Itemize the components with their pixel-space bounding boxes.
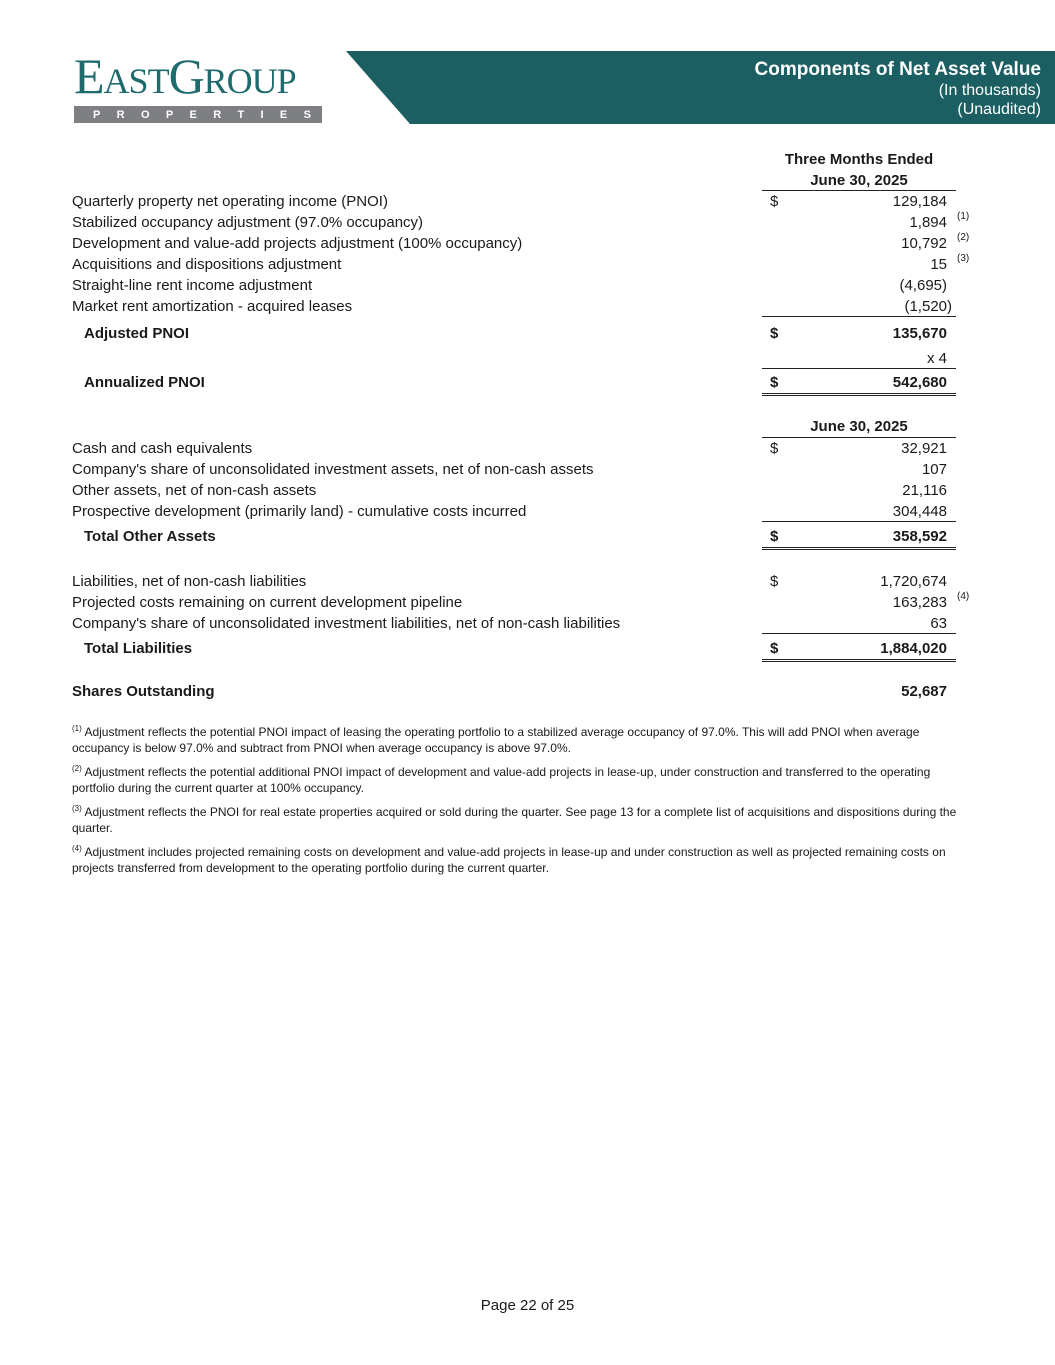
row-value: 10,792 [901,235,947,252]
dollar-sign: $ [770,440,779,457]
row-label: Other assets, net of non-cash assets [72,482,317,499]
logo-letter: P [165,108,174,121]
logo-wordmark: EASTGROUP [74,48,296,104]
row-value: 1,894 [909,214,947,231]
row-label: Market rent amortization - acquired leases [72,298,353,315]
row-value: 542,680 [892,374,947,391]
logo-letter: O [140,108,150,121]
dollar-sign: $ [770,640,779,657]
row-value: 52,687 [901,683,947,700]
row-value: 32,921 [901,440,947,457]
footnote-text: Adjustment reflects the PNOI for real estate properties acquired or sold during the quarter. See page 13 for a complete list of acquisitions and dispositions during the quarter. [72,805,957,835]
table-row [0,296,1055,317]
footnotes [72,724,962,884]
footnote-text: Adjustment reflects the potential additional PNOI impact of development and value-add projects in lease-up, under construction and transferred to the operating portfolio during the current quarter at 100% occupancy. [72,765,931,795]
logo-letter: S [303,108,311,121]
footnote-marker: (1) [957,211,970,222]
logo-letter: E [279,108,288,121]
logo-letter: R [213,108,222,121]
footnote-text: Adjustment reflects the potential PNOI impact of leasing the operating portfolio to a stabilized average occupancy of 97.0%. This will add PNOI when average occupancy is below 97.0% and subtract from PNOI when average occupancy is above 97.0%. [72,725,920,755]
column-header-date: June 30, 2025 [810,172,908,189]
footnote-text: Adjustment includes projected remaining costs on development and value-add projects in lease-up and under construction as well as projected remaining costs on projects transferred from development to the operating portfolio during the current quarter. [72,845,946,875]
table-row [0,212,1055,233]
row-label: Prospective development (primarily land) - cumulative costs incurred [72,503,527,520]
subtotal-rule [762,521,956,522]
dollar-sign: $ [770,374,779,391]
row-label: Stabilized occupancy adjustment (97.0% occupancy) [72,214,424,231]
row-label: Acquisitions and dispositions adjustment [72,256,342,273]
adjusted-pnoi-row [0,323,1055,344]
row-label: Annualized PNOI [84,374,205,391]
row-label: Adjusted PNOI [84,325,190,342]
dollar-sign: $ [770,193,779,210]
row-value: 358,592 [892,528,947,545]
row-value: 15 [930,256,947,273]
logo-letter: E [189,108,197,121]
row-value: 163,283 [892,594,947,611]
table-row [0,275,1055,296]
total-double-rule [762,393,956,396]
annualized-pnoi-row [0,372,1055,393]
company-logo [74,48,322,123]
logo-subtitle-bar [74,106,322,123]
row-label: Company's share of unconsolidated investment liabilities, net of non-cash liabilities [72,615,621,632]
logo-letter: P [93,108,101,121]
table-row [0,501,1055,522]
row-label: Straight-line rent income adjustment [72,277,313,294]
row-label: Shares Outstanding [72,683,215,700]
table-row [0,613,1055,634]
row-label: Liabilities, net of non-cash liabilities [72,573,307,590]
page-subtitle-audit: (Unaudited) [957,101,1041,118]
title-banner [346,51,1055,124]
footnote-marker: (3) [957,253,970,264]
row-value: 1,720,674 [880,573,947,590]
multiplier-value: x 4 [926,350,947,367]
total-double-rule [762,659,956,662]
subtotal-rule [762,633,956,634]
page-title: Components of Net Asset Value [754,59,1041,80]
footnote [72,764,962,796]
footnote-mark: (4) [72,844,82,853]
footnote-marker: (4) [957,591,970,602]
total-double-rule [762,547,956,550]
logo-letter: R [116,108,125,121]
row-label: Company's share of unconsolidated investment assets, net of non-cash assets [72,461,594,478]
total-liabilities-row [0,638,1055,659]
table-row [0,571,1055,592]
row-label: Development and value-add projects adjustment (100% occupancy) [72,235,523,252]
dollar-sign: $ [770,528,779,545]
page-subtitle-units: (In thousands) [938,82,1041,99]
logo-letter: I [260,108,264,121]
row-label: Projected costs remaining on current development pipeline [72,594,463,611]
page-number: Page 22 of 25 [480,1297,575,1314]
row-value: (1,520) [904,298,952,315]
row-value: 129,184 [892,193,947,210]
dollar-sign: $ [770,573,779,590]
row-label: Total Other Assets [84,528,216,545]
column-header-date: June 30, 2025 [810,418,908,435]
table-row [0,480,1055,501]
dollar-sign: $ [770,325,779,342]
footnote-mark: (3) [72,804,82,813]
row-value: (4,695) [899,277,947,294]
logo-letter: T [237,108,245,121]
row-value: 21,116 [902,482,947,499]
table-row [0,233,1055,254]
row-value: 135,670 [892,325,947,342]
footnote-marker: (2) [957,232,970,243]
footnote-mark: (1) [72,724,82,733]
shares-outstanding-row [0,681,1055,702]
row-label: Total Liabilities [84,640,193,657]
footnote [72,844,962,876]
footnote-mark: (2) [72,764,82,773]
subtotal-rule [762,368,956,369]
table-row [0,254,1055,275]
table-row [0,191,1055,212]
footnote [72,804,962,836]
total-other-assets-row [0,526,1055,547]
row-value: 1,884,020 [880,640,947,657]
table-row [0,592,1055,613]
table-row [0,459,1055,480]
footnote [72,724,962,756]
table-row [0,438,1055,459]
row-label: Quarterly property net operating income (PNOI) [72,193,388,210]
column-header-period: Three Months Ended [784,151,934,168]
row-value: 63 [930,615,947,632]
subtotal-rule [762,316,956,317]
row-value: 304,448 [892,503,947,520]
row-value: 107 [921,461,947,478]
row-label: Cash and cash equivalents [72,440,253,457]
multiplier-row [0,348,1055,369]
